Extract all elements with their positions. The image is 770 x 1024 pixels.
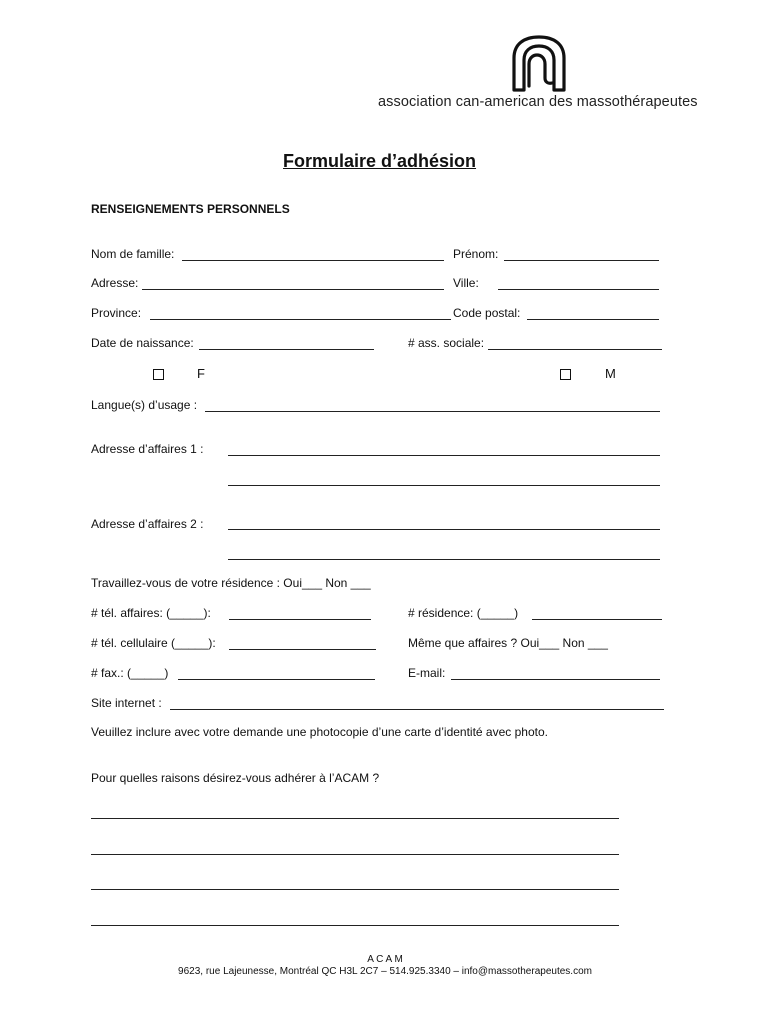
tel-cell-label: # tél. cellulaire (_____): — [91, 636, 216, 650]
adresse-label: Adresse: — [91, 276, 139, 290]
adresse-aff1-label: Adresse d’affaires 1 : — [91, 442, 204, 456]
fax-field[interactable] — [178, 679, 375, 680]
reasons-line-1[interactable] — [91, 818, 619, 819]
ass-sociale-label: # ass. sociale: — [408, 336, 485, 350]
site-field[interactable] — [170, 709, 664, 710]
langues-field[interactable] — [205, 411, 660, 412]
prenom-field[interactable] — [504, 260, 659, 261]
form-title: Formulaire d’adhésion — [283, 151, 477, 171]
tel-affaires-field[interactable] — [229, 619, 371, 620]
footer-org-name: A C A M — [367, 954, 403, 965]
email-field[interactable] — [451, 679, 660, 680]
meme-que-question: Même que affaires ? Oui___ Non ___ — [408, 636, 608, 650]
reasons-line-3[interactable] — [91, 889, 619, 890]
section-heading: RENSEIGNEMENTS PERSONNELS — [91, 202, 290, 216]
nom-field[interactable] — [182, 260, 444, 261]
reasons-line-4[interactable] — [91, 925, 619, 926]
province-label: Province: — [91, 306, 142, 320]
travaillez-question: Travaillez-vous de votre résidence : Oui___ Non ___ — [91, 576, 371, 590]
reasons-question: Pour quelles raisons désirez-vous adhérer à l’ACAM ? — [91, 771, 380, 785]
code-postal-field[interactable] — [527, 319, 659, 320]
sexe-f-checkbox[interactable] — [153, 369, 164, 380]
adresse-aff2-field-1[interactable] — [228, 529, 660, 530]
code-postal-label: Code postal: — [453, 306, 521, 320]
province-field[interactable] — [150, 319, 451, 320]
ville-label: Ville: — [453, 276, 479, 290]
adresse-field[interactable] — [142, 289, 444, 290]
adresse-aff2-field-2[interactable] — [228, 559, 660, 560]
date-naissance-field[interactable] — [199, 349, 374, 350]
sexe-f-label: F — [197, 366, 205, 381]
sexe-m-label: M — [605, 366, 616, 381]
ville-field[interactable] — [498, 289, 659, 290]
footer-address: 9623, rue Lajeunesse, Montréal QC H3L 2C7 – 514.925.3340 – info@massotherapeutes.com — [178, 966, 592, 977]
reasons-line-2[interactable] — [91, 854, 619, 855]
acam-logo-icon — [508, 34, 570, 92]
email-label: E-mail: — [408, 666, 446, 680]
residence-field[interactable] — [532, 619, 662, 620]
prenom-label: Prénom: — [453, 247, 499, 261]
date-naissance-label: Date de naissance: — [91, 336, 194, 350]
langues-label: Langue(s) d’usage : — [91, 398, 198, 412]
tel-cell-field[interactable] — [229, 649, 376, 650]
tel-affaires-label: # tél. affaires: (_____): — [91, 606, 211, 620]
sexe-m-checkbox[interactable] — [560, 369, 571, 380]
fax-label: # fax.: (_____) — [91, 666, 169, 680]
org-tagline: association can-american des massothérapeutes — [378, 94, 698, 110]
site-label: Site internet : — [91, 696, 162, 710]
ass-sociale-field[interactable] — [488, 349, 662, 350]
adresse-aff1-field-2[interactable] — [228, 485, 660, 486]
nom-label: Nom de famille: — [91, 247, 175, 261]
adresse-aff1-field-1[interactable] — [228, 455, 660, 456]
residence-label: # résidence: (_____) — [408, 606, 519, 620]
adresse-aff2-label: Adresse d’affaires 2 : — [91, 517, 204, 531]
photo-id-note: Veuillez inclure avec votre demande une photocopie d’une carte d’identité avec photo. — [91, 725, 548, 739]
